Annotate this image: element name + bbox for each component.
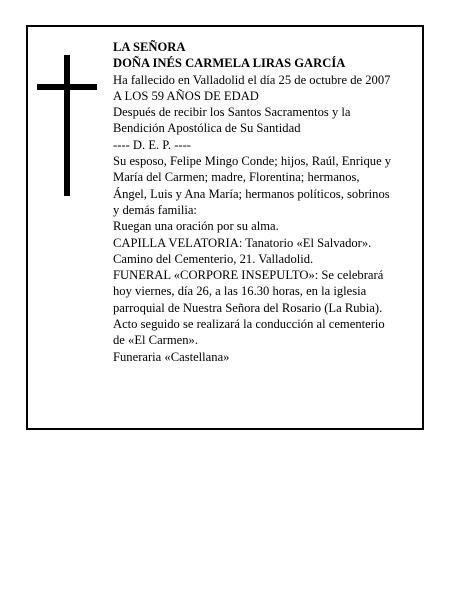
family-line: y demás familia: <box>113 202 197 217</box>
funeral-line: parroquial de Nuestra Señora del Rosario (La Rubia). <box>113 300 383 315</box>
cross-vertical-bar <box>64 55 70 196</box>
chapel-line: Camino del Cementerio, 21. Valladolid. <box>113 251 314 266</box>
dep-line: ---- D. E. P. ---- <box>113 137 191 152</box>
death-announcement: Ha fallecido en Valladolid el día 25 de octubre de 2007 <box>113 72 391 87</box>
deceased-name: DOÑA INÉS CARMELA LIRAS GARCÍA <box>113 56 346 71</box>
funeral-home: Funeraria «Castellana» <box>113 349 230 364</box>
family-line: Ángel, Luis y Ana María; hermanos políticos, sobrinos <box>113 186 390 201</box>
funeral-line: hoy viernes, día 26, a las 16.30 horas, en la iglesia <box>113 284 367 299</box>
age-line: A LOS 59 AÑOS DE EDAD <box>113 88 259 103</box>
family-line: Su esposo, Felipe Mingo Conde; hijos, Raúl, Enrique y <box>113 154 392 169</box>
notice-text <box>113 39 423 365</box>
cross-horizontal-bar <box>37 84 97 90</box>
funeral-line: FUNERAL «CORPORE INSEPULTO»: Se celebrará <box>113 268 384 283</box>
family-line: María del Carmen; madre, Florentina; hermanos, <box>113 170 360 185</box>
funeral-line: de «El Carmen». <box>113 333 198 348</box>
funeral-line: Acto seguido se realizará la conducción al cementerio <box>113 317 385 332</box>
sacraments-line-2: Bendición Apostólica de Su Santidad <box>113 121 301 136</box>
sacraments-line-1: Después de recibir los Santos Sacramentos y la <box>113 105 351 120</box>
prayer-request: Ruegan una oración por su alma. <box>113 219 279 234</box>
chapel-line: CAPILLA VELATORIA: Tanatorio «El Salvador». <box>113 235 372 250</box>
notice-heading: LA SEÑORA <box>113 40 186 54</box>
